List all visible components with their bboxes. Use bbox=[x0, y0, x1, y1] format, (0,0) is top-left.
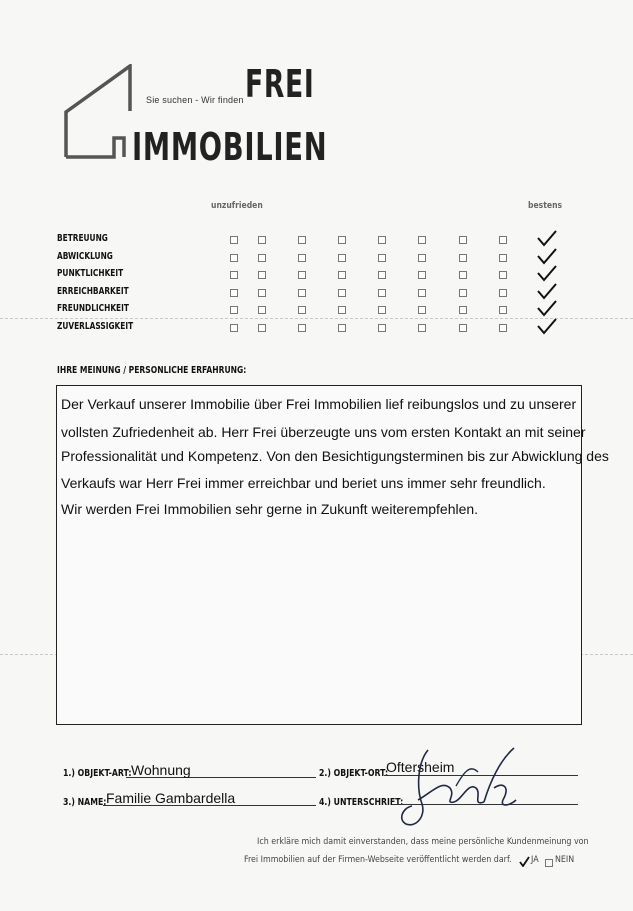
rating-checkbox[interactable] bbox=[230, 236, 238, 244]
objekt-ort-field[interactable]: Oftersheim bbox=[386, 759, 455, 775]
rating-checkmark-icon[interactable] bbox=[537, 318, 557, 335]
rating-checkmark-icon[interactable] bbox=[537, 283, 557, 300]
rating-checkbox[interactable] bbox=[378, 306, 386, 314]
rating-checkbox[interactable] bbox=[499, 324, 507, 332]
rating-checkbox[interactable] bbox=[499, 271, 507, 279]
rating-checkmark-icon[interactable] bbox=[537, 300, 557, 317]
rating-checkbox[interactable] bbox=[418, 236, 426, 244]
comment-textarea[interactable] bbox=[56, 385, 609, 725]
rating-checkbox[interactable] bbox=[378, 324, 386, 332]
scale-low-label: unzufrieden bbox=[211, 201, 263, 211]
comment-section-title: IHRE MEINUNG / PERSÖNLICHE ERFAHRUNG: bbox=[57, 365, 247, 376]
criterion-label-betreuung: BETREUUNG bbox=[57, 233, 108, 244]
consent-no-label: NEIN bbox=[555, 855, 575, 865]
rating-checkbox[interactable] bbox=[459, 271, 467, 279]
consent-text-line-1: Ich erkläre mich damit einverstanden, dass meine persönliche Kundenmeinung von bbox=[257, 837, 589, 847]
comment-line: Professionalität und Kompetenz. Von den Besichtigungsterminen bis zur Abwicklung des bbox=[61, 448, 609, 464]
logo-brand-bottom: IMMOBILIEN bbox=[132, 125, 328, 169]
rating-checkbox[interactable] bbox=[258, 271, 266, 279]
rating-checkbox[interactable] bbox=[459, 236, 467, 244]
rating-checkbox[interactable] bbox=[459, 306, 467, 314]
rating-checkbox[interactable] bbox=[258, 254, 266, 262]
name-label: 3.) NAME: bbox=[63, 797, 107, 808]
criterion-label-freundlichkeit: FREUNDLICHKEIT bbox=[57, 303, 129, 314]
scale-high-label: bestens bbox=[528, 201, 563, 211]
criterion-label-zuverlaessigkeit: ZUVERLÄSSIGKEIT bbox=[57, 321, 134, 332]
rating-checkbox[interactable] bbox=[230, 324, 238, 332]
rating-checkbox[interactable] bbox=[418, 271, 426, 279]
rating-checkbox[interactable] bbox=[338, 289, 346, 297]
consent-yes-checkmark-icon[interactable] bbox=[519, 856, 530, 867]
objekt-art-field[interactable]: Wohnung bbox=[131, 762, 191, 778]
comment-line: Wir werden Frei Immobilien sehr gerne in Zukunft weiterempfehlen. bbox=[61, 501, 479, 517]
consent-text-line-2: Frei Immobilien auf der Firmen-Webseite veröffentlicht werden darf. bbox=[244, 855, 512, 865]
logo-tagline: Sie suchen - Wir finden bbox=[146, 95, 244, 105]
rating-checkbox[interactable] bbox=[338, 324, 346, 332]
rating-checkbox[interactable] bbox=[230, 271, 238, 279]
criterion-label-puenktlichkeit: PÜNKTLICHKEIT bbox=[57, 268, 124, 279]
objekt-art-label: 1.) OBJEKT-ART: bbox=[63, 768, 132, 779]
rating-checkbox[interactable] bbox=[499, 254, 507, 262]
rating-checkbox[interactable] bbox=[378, 254, 386, 262]
criterion-label-erreichbarkeit: ERREICHBARKEIT bbox=[57, 286, 129, 297]
rating-checkbox[interactable] bbox=[499, 236, 507, 244]
rating-checkbox[interactable] bbox=[459, 254, 467, 262]
rating-checkmark-icon[interactable] bbox=[537, 230, 557, 247]
consent-no-checkbox[interactable] bbox=[545, 859, 553, 867]
rating-checkbox[interactable] bbox=[338, 306, 346, 314]
rating-checkbox[interactable] bbox=[418, 254, 426, 262]
name-field[interactable]: Familie Gambardella bbox=[106, 790, 236, 806]
rating-checkbox[interactable] bbox=[298, 271, 306, 279]
rating-checkbox[interactable] bbox=[418, 324, 426, 332]
rating-checkbox[interactable] bbox=[338, 236, 346, 244]
rating-checkbox[interactable] bbox=[230, 289, 238, 297]
logo-brand-top: FREI bbox=[245, 62, 315, 106]
rating-checkbox[interactable] bbox=[378, 236, 386, 244]
rating-checkbox[interactable] bbox=[459, 289, 467, 297]
rating-checkbox[interactable] bbox=[459, 324, 467, 332]
rating-checkbox[interactable] bbox=[230, 306, 238, 314]
rating-checkmark-icon[interactable] bbox=[537, 248, 557, 265]
objekt-ort-label: 2.) OBJEKT-ORT: bbox=[319, 768, 389, 779]
rating-checkbox[interactable] bbox=[338, 254, 346, 262]
comment-line: Verkaufs war Herr Frei immer erreichbar und beriet uns immer sehr freundlich. bbox=[61, 475, 546, 491]
rating-checkbox[interactable] bbox=[298, 254, 306, 262]
rating-checkbox[interactable] bbox=[499, 289, 507, 297]
rating-checkbox[interactable] bbox=[418, 289, 426, 297]
rating-checkbox[interactable] bbox=[378, 289, 386, 297]
rating-checkmark-icon[interactable] bbox=[537, 265, 557, 282]
rating-checkbox[interactable] bbox=[418, 306, 426, 314]
rating-checkbox[interactable] bbox=[258, 306, 266, 314]
handwritten-signature[interactable] bbox=[398, 742, 528, 832]
unterschrift-label: 4.) UNTERSCHRIFT: bbox=[319, 797, 404, 808]
rating-checkbox[interactable] bbox=[338, 271, 346, 279]
comment-line: Der Verkauf unserer Immobilie über Frei Immobilien lief reibungslos und zu unserer bbox=[61, 396, 577, 412]
comment-line: vollsten Zufriedenheit ab. Herr Frei überzeugte uns vom ersten Kontakt an mit seiner bbox=[61, 424, 586, 440]
rating-checkbox[interactable] bbox=[298, 289, 306, 297]
rating-checkbox[interactable] bbox=[298, 306, 306, 314]
rating-checkbox[interactable] bbox=[258, 324, 266, 332]
rating-checkbox[interactable] bbox=[298, 236, 306, 244]
rating-checkbox[interactable] bbox=[499, 306, 507, 314]
criterion-label-abwicklung: ABWICKLUNG bbox=[57, 251, 113, 262]
rating-checkbox[interactable] bbox=[378, 271, 386, 279]
consent-yes-label: JA bbox=[531, 855, 539, 865]
rating-checkbox[interactable] bbox=[258, 289, 266, 297]
rating-checkbox[interactable] bbox=[230, 254, 238, 262]
rating-checkbox[interactable] bbox=[298, 324, 306, 332]
rating-checkbox[interactable] bbox=[258, 236, 266, 244]
